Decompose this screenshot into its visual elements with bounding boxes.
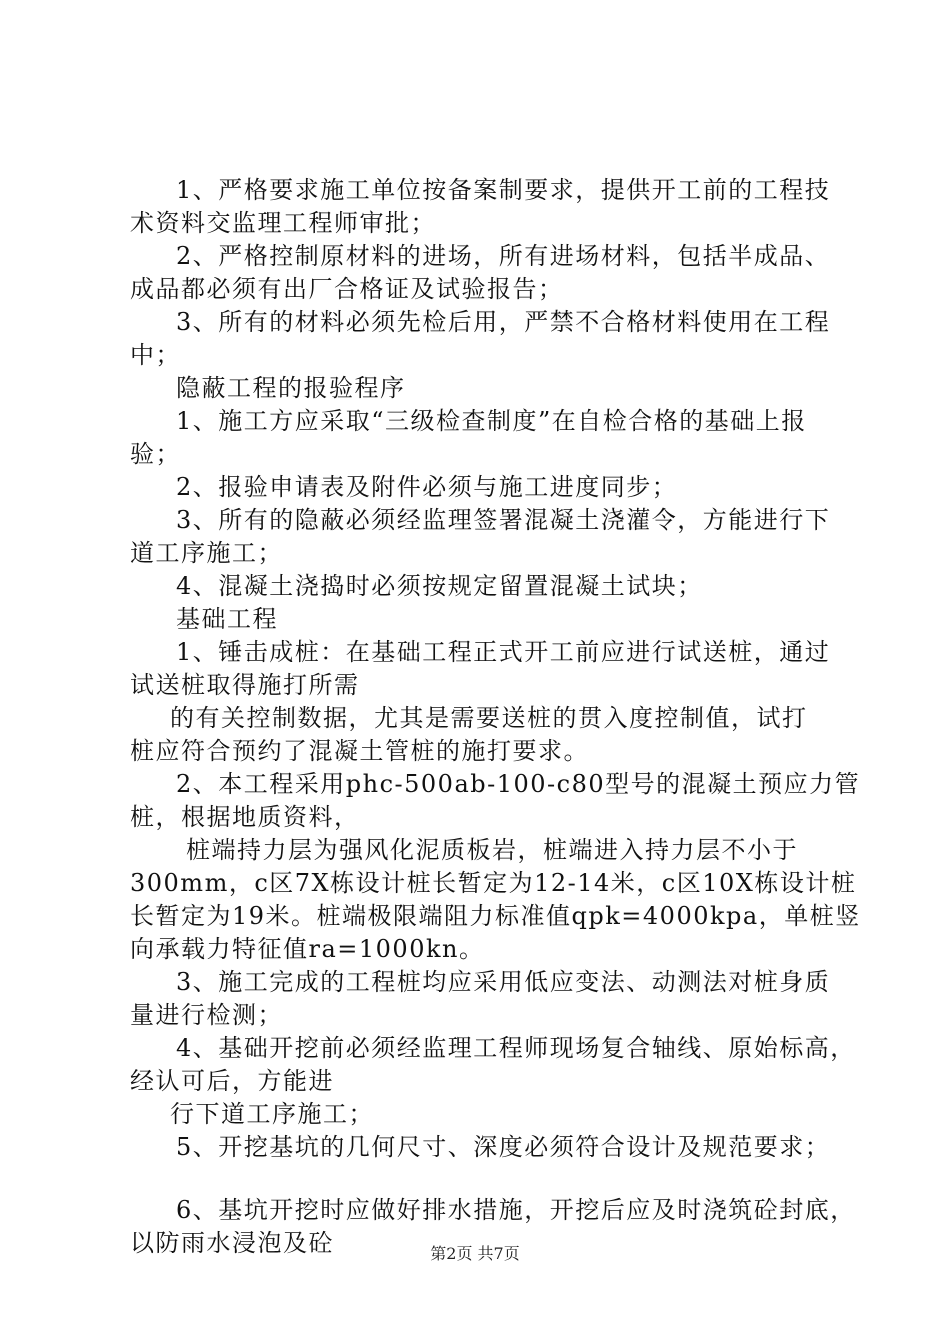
text-line: 4、混凝土浇捣时必须按规定留置混凝土试块； — [176, 572, 703, 600]
text-line: 桩，根据地质资料， — [130, 803, 360, 831]
text-line: 长暂定为19米。桩端极限端阻力标准值qpk=4000kpa，单桩竖 — [130, 902, 861, 930]
text-line: 中； — [130, 341, 181, 369]
text-line: 桩端持力层为强风化泥质板岩，桩端进入持力层不小于 — [186, 836, 798, 864]
text-line: 术资料交监理工程师审批； — [130, 209, 436, 237]
text-line: 1、锤击成桩：在基础工程正式开工前应进行试送桩，通过 — [176, 638, 831, 666]
text-line: 300mm，c区7X栋设计桩长暂定为12-14米，c区10X栋设计桩 — [130, 869, 857, 897]
text-line: 2、严格控制原材料的进场，所有进场材料，包括半成品、 — [176, 242, 831, 270]
text-line: 3、施工完成的工程桩均应采用低应变法、动测法对桩身质 — [176, 968, 831, 996]
text-line: 验； — [130, 440, 181, 468]
text-line: 3、所有的隐蔽必须经监理签署混凝土浇灌令，方能进行下 — [176, 506, 831, 534]
text-line: 成品都必须有出厂合格证及试验报告； — [130, 275, 564, 303]
section-heading: 基础工程 — [176, 605, 278, 633]
text-line: 桩应符合预约了混凝土管桩的施打要求。 — [130, 737, 589, 765]
text-line: 2、报验申请表及附件必须与施工进度同步； — [176, 473, 678, 501]
section-heading: 隐蔽工程的报验程序 — [176, 374, 406, 402]
text-line: 经认可后，方能进 — [130, 1067, 334, 1095]
text-line: 1、施工方应采取“三级检查制度”在自检合格的基础上报 — [176, 407, 807, 435]
text-line: 以防雨水浸泡及砼 — [130, 1229, 334, 1257]
text-line: 道工序施工； — [130, 539, 283, 567]
text-line: 量进行检测； — [130, 1001, 283, 1029]
text-line: 6、基坑开挖时应做好排水措施，开挖后应及时浇筑砼封底， — [176, 1196, 856, 1224]
text-line: 5、开挖基坑的几何尺寸、深度必须符合设计及规范要求； — [176, 1133, 831, 1161]
text-line: 向承载力特征值ra=1000kn。 — [130, 935, 485, 963]
text-line: 试送桩取得施打所需 — [130, 671, 360, 699]
text-line: 2、本工程采用phc-500ab-100-c80型号的混凝土预应力管 — [176, 770, 861, 798]
text-line: 3、所有的材料必须先检后用，严禁不合格材料使用在工程 — [176, 308, 831, 336]
text-line: 的有关控制数据，尤其是需要送桩的贯入度控制值，试打 — [170, 704, 808, 732]
page-number-footer: 第2页 共7页 — [430, 1244, 520, 1263]
text-line: 1、严格要求施工单位按备案制要求，提供开工前的工程技 — [176, 176, 831, 204]
paragraph-gap — [130, 1164, 835, 1194]
text-line: 4、基础开挖前必须经监理工程师现场复合轴线、原始标高， — [176, 1034, 856, 1062]
text-line: 行下道工序施工； — [170, 1100, 374, 1128]
document-body — [130, 174, 861, 1260]
